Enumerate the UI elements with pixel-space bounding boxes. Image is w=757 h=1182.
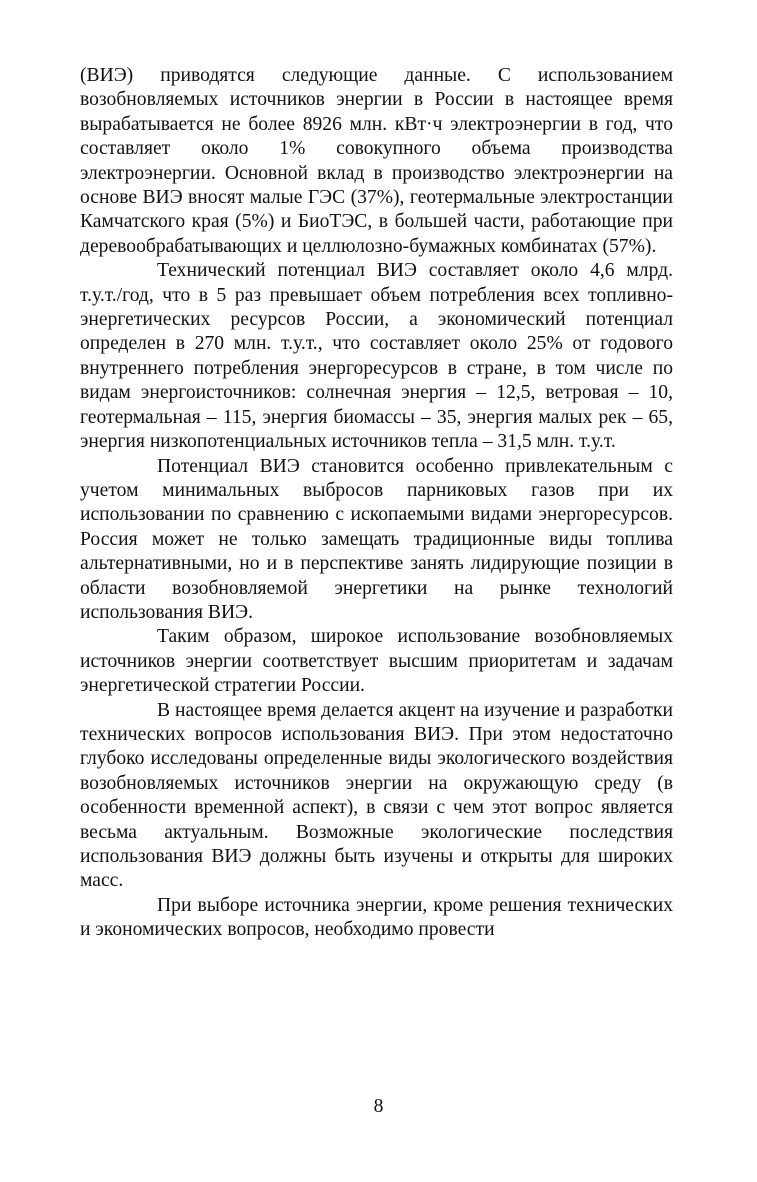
paragraph-ecological-impact: В настоящее время делается акцент на изучение и разработки технических вопросов использования ВИЭ. При этом недостаточно глубоко исследованы определенные виды экологического воздействия возобновляемых источников энергии на окружающую среду (в особенности временной аспект), в связи с чем этот вопрос является весьма актуальным. Возможные экологические последствия использования ВИЭ должны быть изучены и открыты для широких масс. <box>80 699 673 892</box>
page-body <box>80 64 673 943</box>
page-number: 8 <box>373 1096 384 1117</box>
paragraph-conclusion: Таким образом, широкое использование возобновляемых источников энергии соответствует высшим приоритетам и задачам энергетической стратегии России. <box>80 626 673 697</box>
paragraph-res-attractiveness: Потенциал ВИЭ становится особенно привлекательным с учетом минимальных выбросов парниковых газов при их использовании по сравнению с ископаемыми видами энергоресурсов. Россия может не только замещать традиционные виды топлива альтернативными, но и в перспективе занять лидирующие позиции в области возобновляемой энергетики на рынке технологий использования ВИЭ. <box>80 455 673 623</box>
paragraph-source-selection: При выборе источника энергии, кроме решения технических и экономических вопросов, необходимо провести <box>80 894 673 941</box>
paragraph-technical-potential: Технический потенциал ВИЭ составляет около 4,6 млрд. т.у.т./год, что в 5 раз превышает объем потребления всех топливно-энергетических ресурсов России, а экономический потенциал определен в 270 млн. т.у.т., что составляет около 25% от годового внутреннего потребления энергоресурсов в стране, в том числе по видам энергоисточников: солнечная энергия – 12,5, ветровая – 10, геотермальная – 115, энергия биомассы – 35, энергия малых рек – 65, энергия низкопотенциальных источников тепла – 31,5 млн. т.у.т. <box>80 260 673 453</box>
paragraph-res-share: (ВИЭ) приводятся следующие данные. С использованием возобновляемых источников энергии в России в настоящее время вырабатывается не более 8926 млн. кВт·ч электроэнергии в год, что составляет около 1% совокупного объема производства электроэнергии. Основной вклад в производство электроэнергии на основе ВИЭ вносят малые ГЭС (37%), геотермальные электростанции Камчатского края (5%) и БиоТЭС, в большей части, работающие при деревообрабатывающих и целлюлозно-бумажных комбинатах (57%). <box>80 65 673 257</box>
